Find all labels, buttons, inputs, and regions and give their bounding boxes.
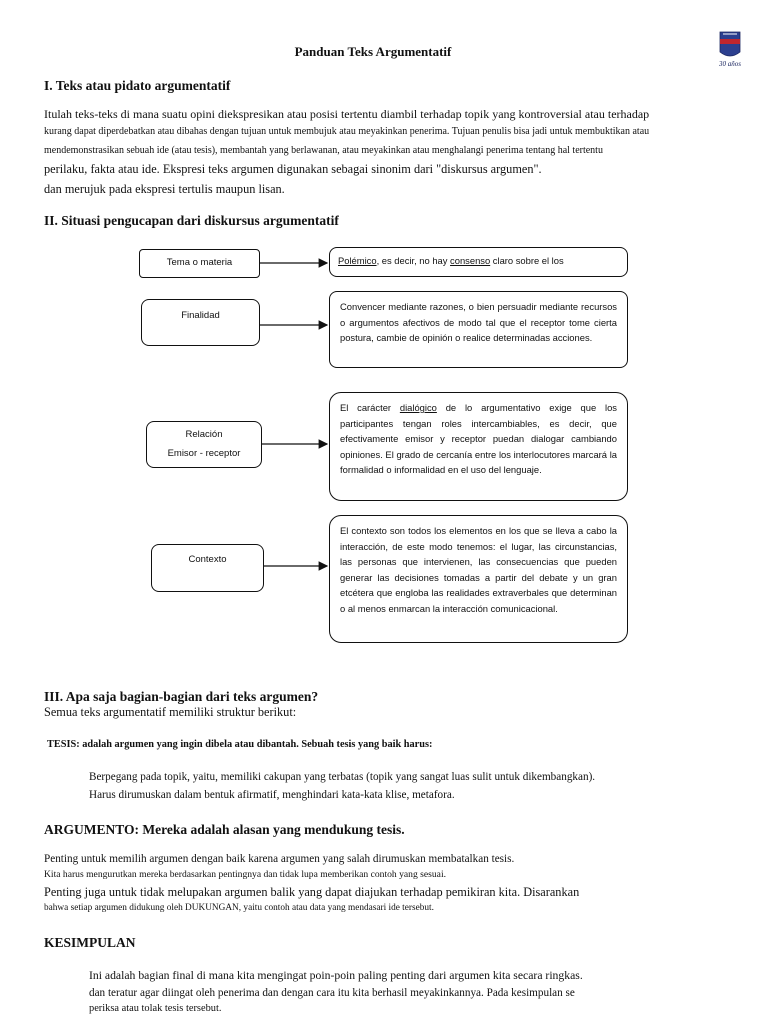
desc-relacion-dialogico: dialógico [399,402,437,413]
desc-box-tema [329,247,628,277]
label-relacion-line-2: Emisor - receptor [167,447,241,459]
desc-box-finalidad [329,291,628,368]
tesis-bullet-1: Berpegang pada topik, yaitu, memiliki cakupan yang terbatas (topik yang sangat luas sulit untuk dikembangkan). [89,771,596,783]
page-title: Panduan Teks Argumentatif [294,44,452,59]
desc-tema-consenso: consenso [450,255,491,266]
label-box-relacion [146,421,262,468]
argumento-line-2: Kita harus mengurutkan mereka berdasarkan pentingnya dan tidak lupa memberikan contoh yang sesuai. [44,869,447,880]
section-3-intro: Semua teks argumentatif memiliki struktur berikut: [44,705,297,719]
kesimpulan-line-3: periksa atau tolak tesis tersebut. [89,1003,222,1014]
desc-tema-polemico: Polémico [338,255,377,266]
tesis-bullet-2: Harus dirumuskan dalam bentuk afirmatif, menghindari kata-kata klise, metafora. [89,789,455,801]
argumento-heading: ARGUMENTO: Mereka adalah alasan yang mendukung tesis. [44,822,405,837]
section-1-line-4: perilaku, fakta atau ide. Ekspresi teks argumen digunakan sebagai sinonim dari "diskursus argumen". [44,162,542,176]
argumento-line-3: Penting juga untuk tidak melupakan argumen balik yang dapat diajukan terhadap pemikiran kita. Disarankan [44,885,580,899]
desc-tema-mid: , es decir, no hay [376,255,451,266]
label-box-tema [139,249,260,278]
section-1-heading: I. Teks atau pidato argumentatif [44,78,231,93]
label-relacion-line-1: Relación [185,429,223,441]
desc-box-relacion [329,392,628,501]
desc-box-contexto [329,515,628,643]
section-3-heading: III. Apa saja bagian-bagian dari teks argumen? [44,689,319,704]
desc-relacion-start: El carácter [340,402,400,413]
section-1-line-2: kurang dapat diperdebatkan atau dibahas dengan tujuan untuk membujuk atau meyakinkan penerima. Tujuan penulis bisa jadi untuk membuktikan atau [44,126,650,137]
label-box-contexto [151,544,264,592]
argumento-line-1: Penting untuk memilih argumen dengan baik karena argumen yang salah dirumuskan membatalkan tesis. [44,853,515,865]
section-2-heading: II. Situasi pengucapan dari diskursus argumentatif [44,213,339,228]
section-1-line-3: mendemonstrasikan sebuah ide (atau tesis), membantah yang berlawanan, atau meyakinkan atau menghalangi penerima tentang hal tertentu [44,145,603,156]
section-1-line-1: Itulah teks-teks di mana suatu opini diekspresikan atau posisi tertentu diambil terhadap topik yang kontroversial atau terhadap [44,107,650,121]
logo-anniversary-text: 30 años [719,60,741,68]
desc-tema-end: claro sobre el los [490,255,564,266]
desc-relacion-rest: de lo argumentativo exige que los participantes tengan roles intercambiables, es decir, que efectivamente emisor y receptor puedan dialogar cambiando opiniones. El grado de cercanía entre los interlocutores marcará la formalidad o informalidad en el uso del lenguaje. [340,402,617,476]
kesimpulan-line-2: dan teratur agar diingat oleh penerima dan dengan cara itu kita berhasil meyakinkannya. Pada kesimpulan se [89,987,575,999]
argumento-line-4: bahwa setiap argumen didukung oleh DUKUNGAN, yaitu contoh atau data yang mendasari ide tersebut. [44,903,434,913]
desc-finalidad: Convencer mediante razones, o bien persuadir mediante recursos o argumentos afectivos de modo tal que el receptor tome cierta postura, cambie de opinión o realice determinadas acciones. [340,301,617,344]
kesimpulan-heading: KESIMPULAN [44,935,136,950]
label-finalidad: Finalidad [181,310,220,322]
tesis-heading: TESIS: adalah argumen yang ingin dibela atau dibantah. Sebuah tesis yang baik harus: [47,739,433,750]
section-1-line-5: dan merujuk pada ekspresi tertulis maupun lisan. [44,182,285,196]
label-contexto: Contexto [188,553,227,565]
kesimpulan-line-1: Ini adalah bagian final di mana kita mengingat poin-poin paling penting dari argumen kita secara ringkas. [89,969,583,982]
label-box-finalidad [141,299,260,346]
label-tema: Tema o materia [166,257,233,269]
desc-contexto: El contexto son todos los elementos en los que se lleva a cabo la interacción, de este modo tenemos: el lugar, las circunstancias, las personas que intervienen, las consecuencias que pueden generar las decisiones tomadas a partir del debate y un gran etcétera que engloba las realidades extraverbales que determinan o al menos enmarcan la interacción comunicacional. [340,525,617,614]
